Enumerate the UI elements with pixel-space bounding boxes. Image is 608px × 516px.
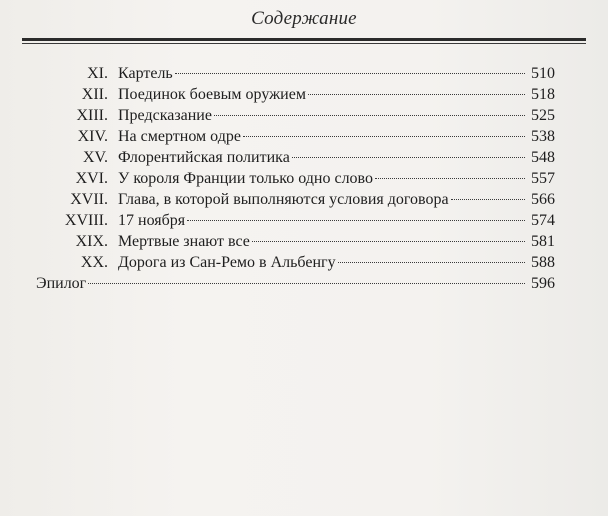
chapter-title: Поединок боевым оружием <box>118 86 306 103</box>
chapter-title: Флорентийская политика <box>118 149 290 166</box>
toc-entry <box>0 232 608 252</box>
running-head: Содержание <box>251 8 357 29</box>
toc-entry <box>0 253 608 273</box>
chapter-number: XIX. <box>75 233 108 250</box>
toc-entry <box>0 148 608 168</box>
page-number: 510 <box>531 65 555 82</box>
dot-leader <box>214 115 525 116</box>
page-number: 574 <box>531 212 555 229</box>
page-number: 557 <box>531 170 555 187</box>
header-rule-thick <box>22 38 586 41</box>
chapter-title: Мертвые знают все <box>118 233 250 250</box>
chapter-number: XX. <box>80 254 108 271</box>
toc-entry <box>0 211 608 231</box>
chapter-title: Глава, в которой выполняются условия договора <box>118 191 449 208</box>
dot-leader <box>338 262 525 263</box>
page-number: 518 <box>531 86 555 103</box>
chapter-number: XII. <box>81 86 108 103</box>
dot-leader <box>308 94 525 95</box>
page-number: 538 <box>531 128 555 145</box>
chapter-title: 17 ноября <box>118 212 186 229</box>
toc-entry <box>0 85 608 105</box>
epilogue-title: Эпилог <box>36 275 87 292</box>
chapter-number: XVII. <box>70 191 108 208</box>
chapter-title: Дорога из Сан-Ремо в Альбенгу <box>118 254 336 271</box>
dot-leader <box>175 73 525 74</box>
chapter-number: XIV. <box>77 128 108 145</box>
page-number: 581 <box>531 233 555 250</box>
page-number: 525 <box>531 107 555 124</box>
dot-leader <box>292 157 525 158</box>
chapter-title: На смертном одре <box>118 128 241 145</box>
toc-entry <box>0 64 608 84</box>
chapter-title: У короля Франции только одно слово <box>118 170 373 187</box>
page-number: 596 <box>531 275 555 292</box>
toc-entry-epilogue <box>0 274 608 294</box>
chapter-title: Предсказание <box>118 107 212 124</box>
toc-entry <box>0 106 608 126</box>
chapter-number: XVIII. <box>64 212 108 229</box>
dot-leader <box>88 283 525 284</box>
chapter-number: XV. <box>82 149 108 166</box>
chapter-title: Картель <box>118 65 173 82</box>
toc-entry <box>0 190 608 210</box>
toc-entry <box>0 127 608 147</box>
chapter-number: XI. <box>87 65 108 82</box>
dot-leader <box>243 136 525 137</box>
toc-entry <box>0 169 608 189</box>
page-number: 548 <box>531 149 555 166</box>
dot-leader <box>252 241 525 242</box>
dot-leader <box>375 178 525 179</box>
header-rule-thin <box>22 43 586 44</box>
page-number: 566 <box>531 191 555 208</box>
dot-leader <box>451 199 525 200</box>
chapter-number: XIII. <box>76 107 108 124</box>
chapter-number: XVI. <box>75 170 108 187</box>
dot-leader <box>187 220 525 221</box>
page-number: 588 <box>531 254 555 271</box>
